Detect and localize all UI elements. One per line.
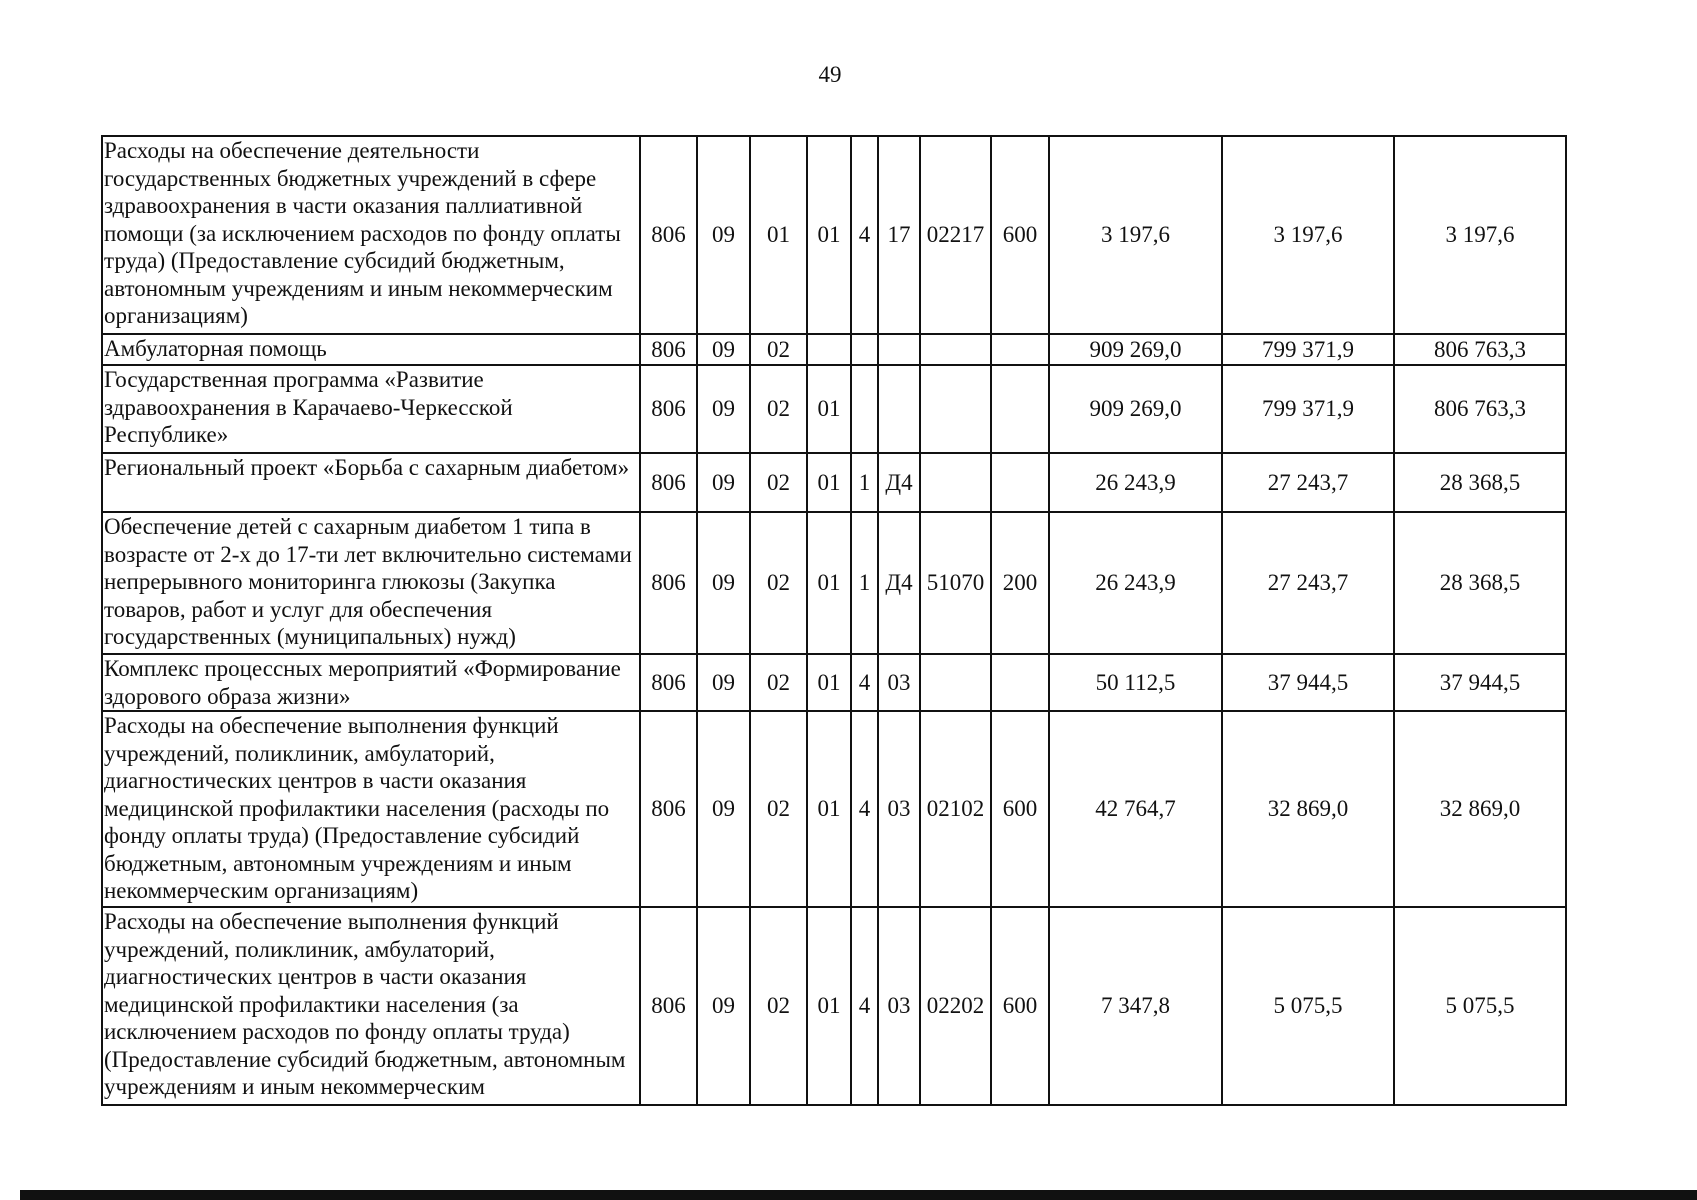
program-type-code [851,365,878,453]
expense-type-code: 600 [991,907,1049,1105]
structural-element-code: 03 [878,654,920,711]
section-code: 09 [697,907,750,1105]
structural-element-code: Д4 [878,453,920,512]
structural-element-code [878,365,920,453]
amount-year-2: 37 944,5 [1222,654,1394,711]
structural-element-code: 03 [878,907,920,1105]
amount-year-1: 26 243,9 [1049,453,1222,512]
program-code: 01 [807,512,851,654]
amount-year-1: 3 197,6 [1049,136,1222,334]
program-code [807,334,851,365]
grbs-code: 806 [640,365,697,453]
expense-type-code: 600 [991,136,1049,334]
structural-element-code: Д4 [878,512,920,654]
section-code: 09 [697,711,750,907]
table-row [102,334,1566,365]
amount-year-2: 5 075,5 [1222,907,1394,1105]
subsection-code: 02 [750,334,807,365]
section-code: 09 [697,365,750,453]
program-type-code: 1 [851,453,878,512]
row-description: Государственная программа «Развитие здравоохранения в Карачаево-Черкесской Республике» [102,365,640,453]
page-number: 49 [818,62,842,87]
row-description: Расходы на обеспечение выполнения функций учреждений, поликлиник, амбулаторий, диагностических центров в части оказания медицинской профилактики населения (за исключением расходов по фонду оплаты труда) (Предоставление субсидий бюджетным, автономным учреждениям и иным некоммерческим [102,907,640,1105]
section-code: 09 [697,453,750,512]
table-row [102,136,1566,334]
amount-year-1: 50 112,5 [1049,654,1222,711]
budget-table [101,135,1567,1106]
amount-year-2: 27 243,7 [1222,512,1394,654]
direction-code [920,654,991,711]
amount-year-1: 7 347,8 [1049,907,1222,1105]
direction-code: 02102 [920,711,991,907]
expense-type-code: 200 [991,512,1049,654]
subsection-code: 02 [750,907,807,1105]
expense-type-code [991,365,1049,453]
direction-code [920,365,991,453]
program-type-code: 4 [851,711,878,907]
amount-year-3: 806 763,3 [1394,334,1566,365]
program-code: 01 [807,654,851,711]
program-type-code [851,334,878,365]
table-row [102,453,1566,512]
expense-type-code [991,453,1049,512]
table-row [102,512,1566,654]
structural-element-code [878,334,920,365]
direction-code: 02217 [920,136,991,334]
subsection-code: 02 [750,654,807,711]
amount-year-2: 3 197,6 [1222,136,1394,334]
expense-type-code [991,334,1049,365]
amount-year-3: 37 944,5 [1394,654,1566,711]
subsection-code: 02 [750,453,807,512]
direction-code [920,453,991,512]
row-description: Расходы на обеспечение выполнения функций учреждений, поликлиник, амбулаторий, диагностических центров в части оказания медицинской профилактики населения (расходы по фонду оплаты труда) (Предоставление субсидий бюджетным, автономным учреждениям и иным некоммерческим организациям) [102,711,640,907]
direction-code: 51070 [920,512,991,654]
amount-year-3: 5 075,5 [1394,907,1566,1105]
amount-year-2: 799 371,9 [1222,334,1394,365]
row-description: Амбулаторная помощь [102,334,640,365]
grbs-code: 806 [640,453,697,512]
row-description: Обеспечение детей с сахарным диабетом 1 типа в возрасте от 2-х до 17-ти лет включительно системами непрерывного мониторинга глюкозы (Закупка товаров, работ и услуг для обеспечения государственных (муниципальных) нужд) [102,512,640,654]
amount-year-1: 909 269,0 [1049,334,1222,365]
amount-year-2: 799 371,9 [1222,365,1394,453]
structural-element-code: 17 [878,136,920,334]
direction-code: 02202 [920,907,991,1105]
amount-year-3: 806 763,3 [1394,365,1566,453]
row-description: Региональный проект «Борьба с сахарным диабетом» [102,453,640,512]
program-code: 01 [807,136,851,334]
grbs-code: 806 [640,334,697,365]
row-description: Комплекс процессных мероприятий «Формирование здорового образа жизни» [102,654,640,711]
subsection-code: 02 [750,365,807,453]
expense-type-code [991,654,1049,711]
amount-year-3: 28 368,5 [1394,512,1566,654]
grbs-code: 806 [640,654,697,711]
amount-year-2: 32 869,0 [1222,711,1394,907]
structural-element-code: 03 [878,711,920,907]
grbs-code: 806 [640,136,697,334]
section-code: 09 [697,136,750,334]
section-code: 09 [697,334,750,365]
program-type-code: 1 [851,512,878,654]
table-row [102,365,1566,453]
row-description: Расходы на обеспечение деятельности государственных бюджетных учреждений в сфере здравоохранения в части оказания паллиативной помощи (за исключением расходов по фонду оплаты труда) (Предоставление субсидий бюджетным, автономным учреждениям и иным некоммерческим организациям) [102,136,640,334]
section-code: 09 [697,654,750,711]
grbs-code: 806 [640,711,697,907]
program-code: 01 [807,711,851,907]
scan-edge-bar [20,1190,1697,1200]
program-code: 01 [807,907,851,1105]
program-type-code: 4 [851,907,878,1105]
amount-year-3: 28 368,5 [1394,453,1566,512]
subsection-code: 01 [750,136,807,334]
subsection-code: 02 [750,512,807,654]
subsection-code: 02 [750,711,807,907]
grbs-code: 806 [640,512,697,654]
direction-code [920,334,991,365]
section-code: 09 [697,512,750,654]
amount-year-3: 32 869,0 [1394,711,1566,907]
amount-year-1: 42 764,7 [1049,711,1222,907]
program-type-code: 4 [851,136,878,334]
program-type-code: 4 [851,654,878,711]
program-code: 01 [807,365,851,453]
amount-year-1: 26 243,9 [1049,512,1222,654]
table-row [102,907,1566,1105]
amount-year-2: 27 243,7 [1222,453,1394,512]
amount-year-1: 909 269,0 [1049,365,1222,453]
program-code: 01 [807,453,851,512]
grbs-code: 806 [640,907,697,1105]
table-row [102,711,1566,907]
expense-type-code: 600 [991,711,1049,907]
table-row [102,654,1566,711]
amount-year-3: 3 197,6 [1394,136,1566,334]
